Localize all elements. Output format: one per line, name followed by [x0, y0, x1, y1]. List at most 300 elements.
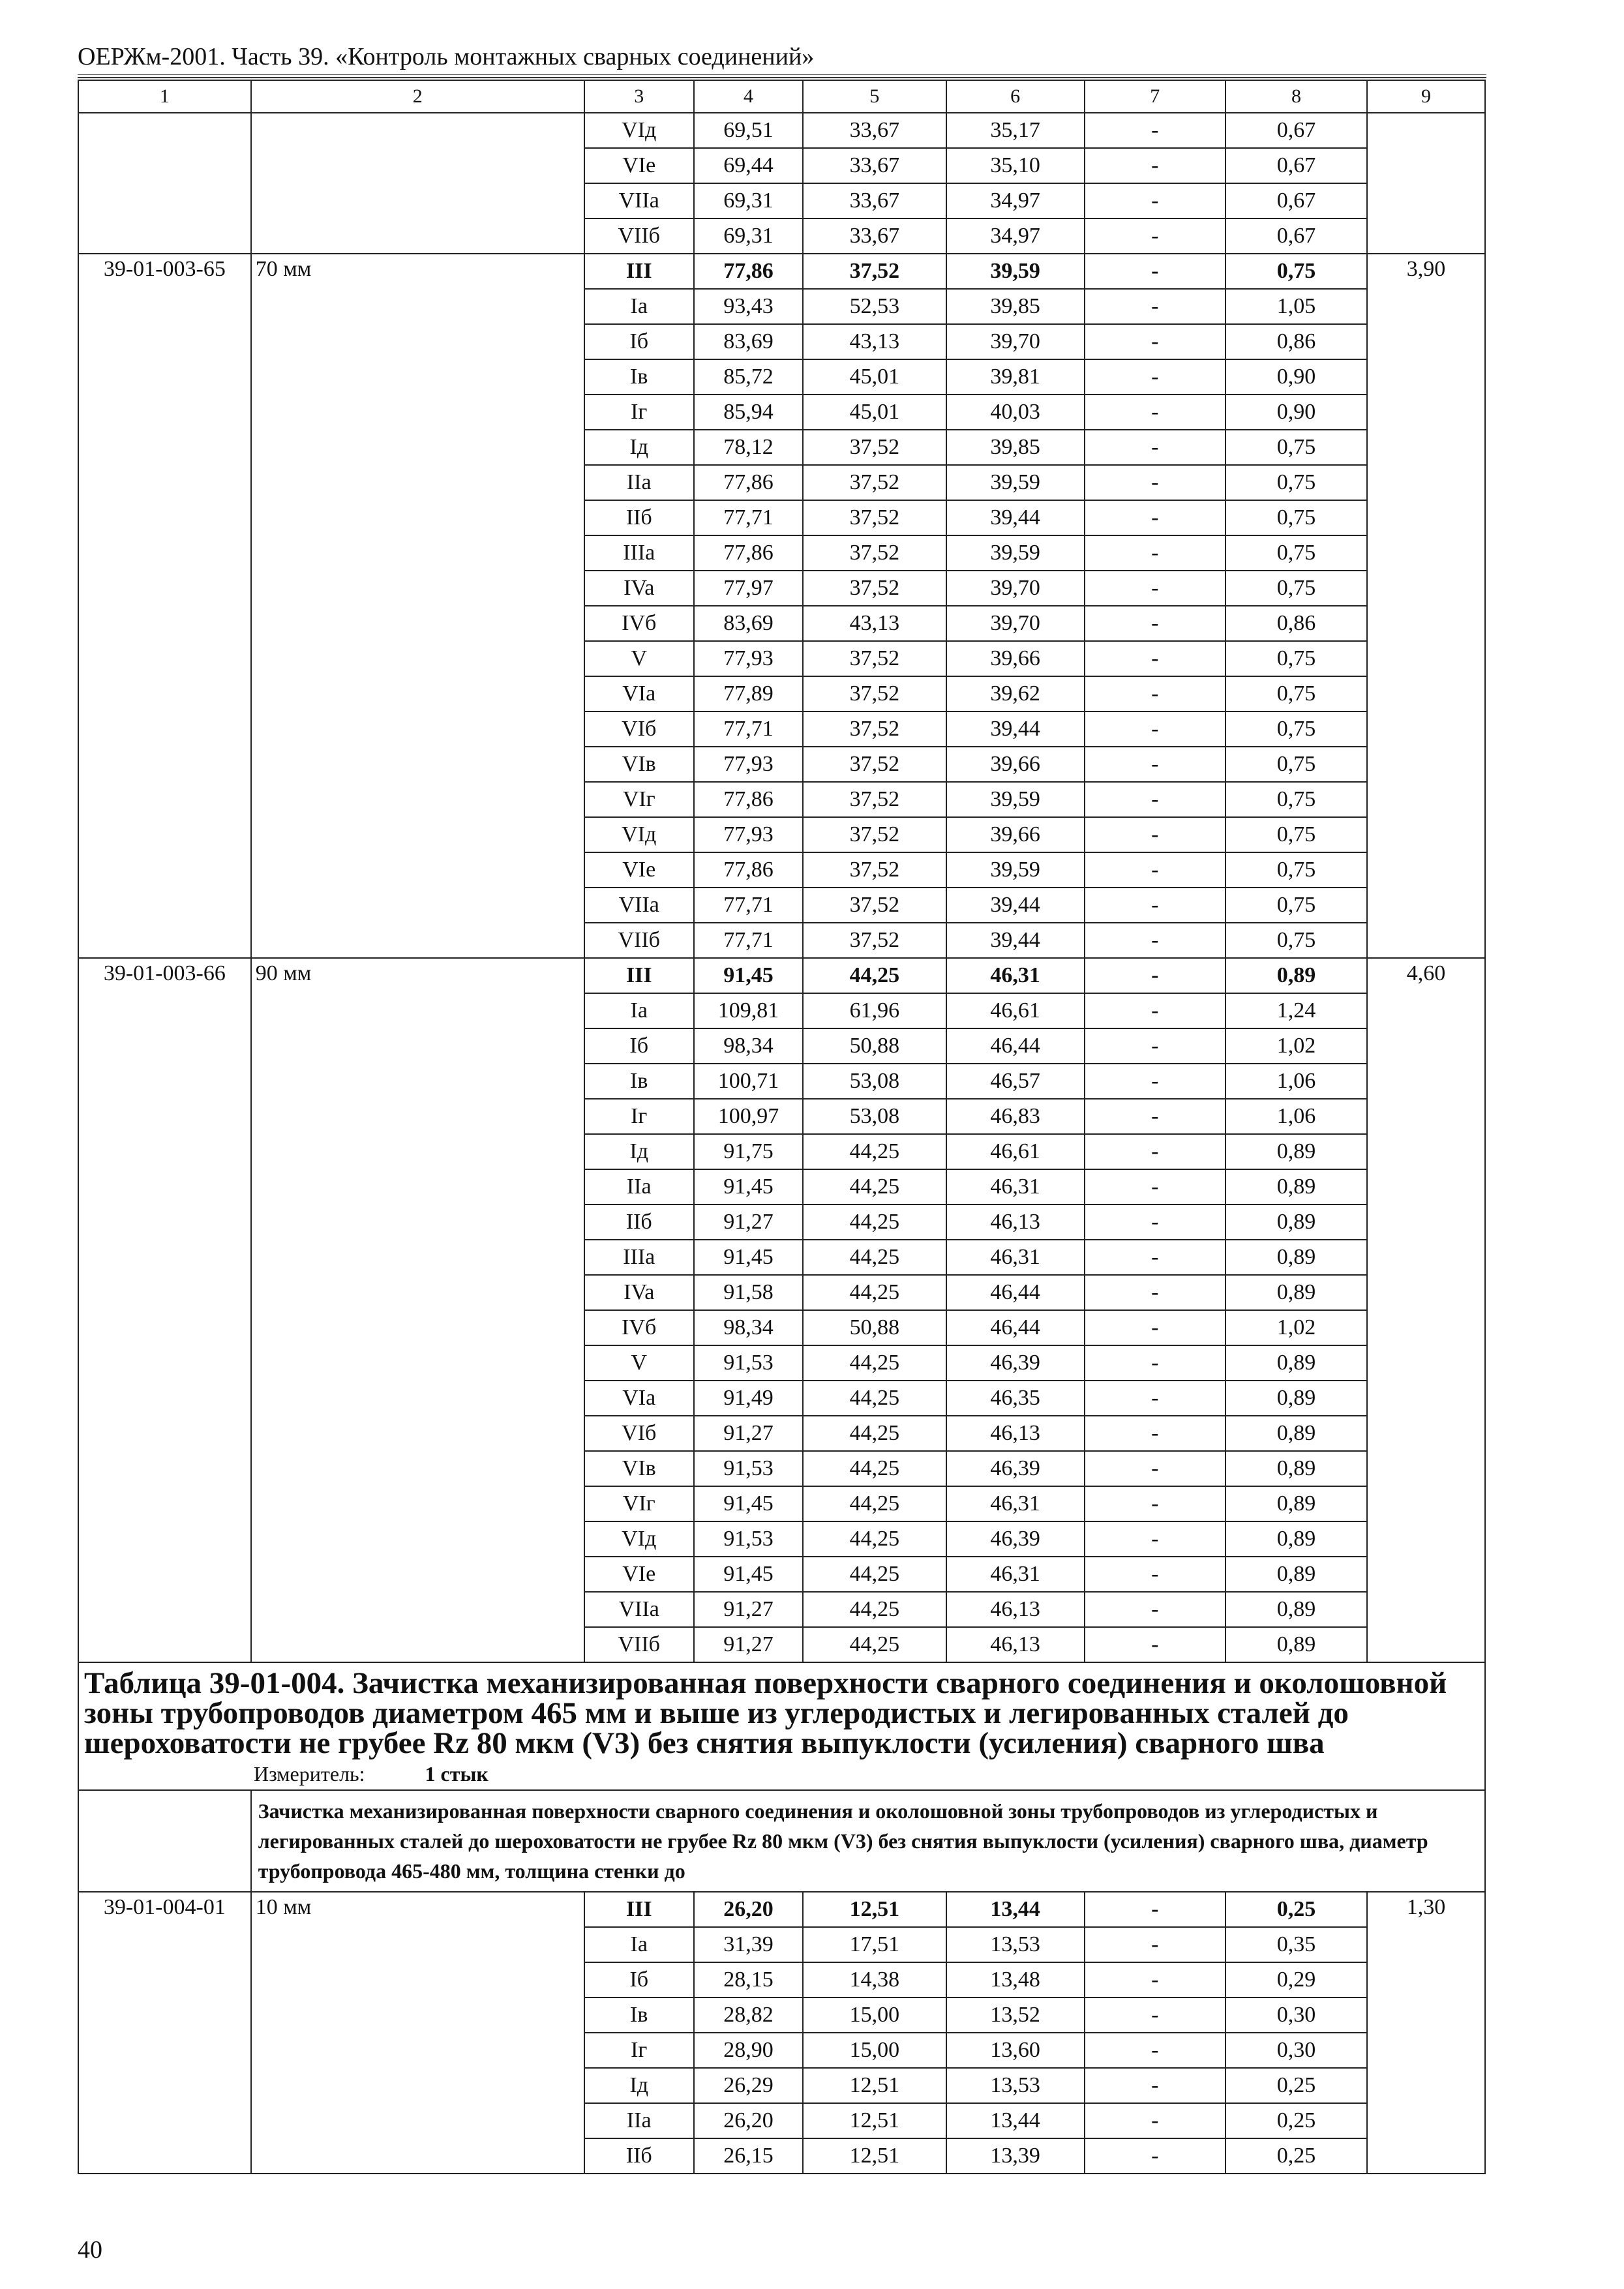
value-cell: 77,93 [694, 747, 804, 782]
value-cell: 39,66 [946, 747, 1085, 782]
column-number: 7 [1085, 80, 1226, 113]
value-cell: - [1085, 1310, 1226, 1345]
value-cell: 77,86 [694, 254, 804, 289]
value-cell: - [1085, 1099, 1226, 1134]
value-cell: 0,86 [1226, 324, 1367, 359]
value-cell: - [1085, 852, 1226, 888]
value-cell: 0,30 [1226, 1997, 1367, 2033]
value-cell: 1,06 [1226, 1099, 1367, 1134]
value-cell: 44,25 [803, 1451, 946, 1486]
value-cell: 0,89 [1226, 1134, 1367, 1169]
table-title-text: Таблица 39-01-004. Зачистка механизированная поверхности сварного соединения и околошовной зоны трубопроводов диаметром 465 мм и выше из углеродистых и легированных сталей до шероховатости не грубее Rz 80 мкм (V3) без снятия выпуклости (усиления) сварного шва [84, 1666, 1447, 1760]
value-cell: - [1085, 500, 1226, 535]
value-cell: - [1085, 1064, 1226, 1099]
value-cell: 0,89 [1226, 1627, 1367, 1662]
value-cell: - [1085, 1134, 1226, 1169]
value-cell: 13,52 [946, 1997, 1085, 2033]
value-cell: 91,75 [694, 1134, 804, 1169]
value-cell: 44,25 [803, 1486, 946, 1521]
value-cell: 50,88 [803, 1310, 946, 1345]
category-cell: Iб [584, 324, 694, 359]
value-cell: 0,25 [1226, 2068, 1367, 2103]
category-cell: Iв [584, 359, 694, 395]
value-cell: - [1085, 1204, 1226, 1240]
value-cell: 35,10 [946, 148, 1085, 183]
value-cell: - [1085, 606, 1226, 641]
value-cell: 46,57 [946, 1064, 1085, 1099]
value-cell: 39,70 [946, 606, 1085, 641]
value-cell: 37,52 [803, 254, 946, 289]
value-cell: 1,02 [1226, 1310, 1367, 1345]
thickness-cell: 90 мм [251, 958, 584, 1662]
value-cell: 91,27 [694, 1592, 804, 1627]
value-cell: - [1085, 395, 1226, 430]
value-cell: 13,48 [946, 1962, 1085, 1997]
value-cell: - [1085, 1240, 1226, 1275]
value-cell: 69,44 [694, 148, 804, 183]
value-cell: 0,75 [1226, 747, 1367, 782]
value-cell: 39,59 [946, 465, 1085, 500]
value-cell: 44,25 [803, 1169, 946, 1204]
value-cell: 77,86 [694, 782, 804, 817]
value-cell: 77,86 [694, 535, 804, 571]
value-cell: - [1085, 465, 1226, 500]
category-cell: III [584, 958, 694, 993]
value-cell: 0,75 [1226, 465, 1367, 500]
value-cell: 39,70 [946, 571, 1085, 606]
value-cell: 0,89 [1226, 1204, 1367, 1240]
category-cell: V [584, 1345, 694, 1381]
value-cell: 46,44 [946, 1028, 1085, 1064]
value-cell: 15,00 [803, 1997, 946, 2033]
value-cell: 78,12 [694, 430, 804, 465]
category-cell: VIa [584, 1381, 694, 1416]
value-cell: 0,67 [1226, 113, 1367, 148]
value-cell: - [1085, 430, 1226, 465]
category-cell: VIб [584, 711, 694, 747]
value-cell: - [1085, 1275, 1226, 1310]
value-cell: 31,39 [694, 1927, 804, 1962]
value-cell: 0,29 [1226, 1962, 1367, 1997]
value-cell: 13,44 [946, 1892, 1085, 1927]
value-cell: 39,59 [946, 852, 1085, 888]
column-number: 2 [251, 80, 584, 113]
value-cell: 39,44 [946, 888, 1085, 923]
value-cell: 33,67 [803, 183, 946, 218]
value-cell: 98,34 [694, 1310, 804, 1345]
value-cell: 93,43 [694, 289, 804, 324]
column-number: 8 [1226, 80, 1367, 113]
value-cell: 91,45 [694, 1557, 804, 1592]
rates-table [78, 80, 1486, 2174]
measure-line [254, 1761, 1477, 1787]
value-cell: 39,85 [946, 430, 1085, 465]
value-cell: 34,97 [946, 218, 1085, 254]
value-cell: 37,52 [803, 923, 946, 958]
column-number: 6 [946, 80, 1085, 113]
value-cell: - [1085, 711, 1226, 747]
category-cell: III [584, 1892, 694, 1927]
value-cell: 44,25 [803, 1275, 946, 1310]
value-cell: 52,53 [803, 289, 946, 324]
value-cell: - [1085, 571, 1226, 606]
value-cell: - [1085, 923, 1226, 958]
value-cell: 69,31 [694, 218, 804, 254]
code-cell: 39-01-003-66 [78, 958, 251, 1662]
value-cell: - [1085, 148, 1226, 183]
rate-cell: 4,60 [1367, 958, 1485, 1662]
value-cell: - [1085, 1962, 1226, 1997]
value-cell: 39,59 [946, 535, 1085, 571]
value-cell: 37,52 [803, 465, 946, 500]
value-cell: 44,25 [803, 1521, 946, 1557]
category-cell: IIб [584, 2138, 694, 2174]
value-cell: 77,71 [694, 923, 804, 958]
category-cell: IVa [584, 571, 694, 606]
value-cell: - [1085, 218, 1226, 254]
value-cell: - [1085, 1927, 1226, 1962]
value-cell: 69,31 [694, 183, 804, 218]
value-cell: 39,81 [946, 359, 1085, 395]
value-cell: 12,51 [803, 1892, 946, 1927]
category-cell: V [584, 641, 694, 676]
category-cell: VIe [584, 148, 694, 183]
value-cell: 44,25 [803, 958, 946, 993]
value-cell: 0,75 [1226, 782, 1367, 817]
value-cell: 37,52 [803, 535, 946, 571]
value-cell: 77,71 [694, 711, 804, 747]
category-cell: Ia [584, 993, 694, 1028]
category-cell: Iд [584, 430, 694, 465]
value-cell: 77,71 [694, 888, 804, 923]
value-cell: - [1085, 1892, 1226, 1927]
category-cell: Iб [584, 1962, 694, 1997]
value-cell: 26,20 [694, 2103, 804, 2138]
value-cell: - [1085, 359, 1226, 395]
value-cell: 77,86 [694, 465, 804, 500]
value-cell: 39,62 [946, 676, 1085, 711]
value-cell: - [1085, 1997, 1226, 2033]
category-cell: VIв [584, 1451, 694, 1486]
value-cell: 44,25 [803, 1557, 946, 1592]
column-number-row [78, 80, 1485, 113]
value-cell: 0,75 [1226, 641, 1367, 676]
category-cell: IVa [584, 1275, 694, 1310]
category-cell: IIIa [584, 1240, 694, 1275]
value-cell: 0,89 [1226, 958, 1367, 993]
value-cell: 0,89 [1226, 1169, 1367, 1204]
value-cell: 0,90 [1226, 395, 1367, 430]
value-cell: 17,51 [803, 1927, 946, 1962]
rate-cell: 1,30 [1367, 1892, 1485, 2174]
value-cell: 44,25 [803, 1416, 946, 1451]
value-cell: - [1085, 958, 1226, 993]
value-cell: 39,66 [946, 641, 1085, 676]
value-cell: 0,89 [1226, 1592, 1367, 1627]
value-cell: 77,97 [694, 571, 804, 606]
category-cell: IIIa [584, 535, 694, 571]
thickness-cell: 70 мм [251, 254, 584, 958]
value-cell: 39,66 [946, 817, 1085, 852]
value-cell: 0,86 [1226, 606, 1367, 641]
value-cell: 34,97 [946, 183, 1085, 218]
value-cell: 91,45 [694, 1240, 804, 1275]
value-cell: 13,39 [946, 2138, 1085, 2174]
value-cell: 91,53 [694, 1451, 804, 1486]
column-number: 5 [803, 80, 946, 113]
value-cell: 0,30 [1226, 2033, 1367, 2068]
code-cell: 39-01-003-65 [78, 254, 251, 958]
category-cell: VIд [584, 1521, 694, 1557]
value-cell: 91,53 [694, 1521, 804, 1557]
value-cell: 91,53 [694, 1345, 804, 1381]
category-cell: IIб [584, 1204, 694, 1240]
value-cell: 12,51 [803, 2103, 946, 2138]
table-row [78, 254, 1485, 289]
value-cell: 61,96 [803, 993, 946, 1028]
value-cell: 91,45 [694, 958, 804, 993]
value-cell: - [1085, 993, 1226, 1028]
value-cell: 44,25 [803, 1627, 946, 1662]
value-cell: 0,89 [1226, 1345, 1367, 1381]
value-cell: 37,52 [803, 641, 946, 676]
value-cell: 0,89 [1226, 1381, 1367, 1416]
work-description: Зачистка механизированная поверхности сварного соединения и околошовной зоны трубопроводов из углеродистых и легированных сталей до шероховатости не грубее Rz 80 мкм (V3) без снятия выпуклости (усиления) сварного шва, диаметр трубопровода 465-480 мм, толщина стенки до [251, 1790, 1485, 1892]
page-number: 40 [78, 2236, 102, 2264]
value-cell: 0,89 [1226, 1451, 1367, 1486]
value-cell: - [1085, 1521, 1226, 1557]
value-cell: 91,58 [694, 1275, 804, 1310]
value-cell: 44,25 [803, 1381, 946, 1416]
category-cell: Iв [584, 1064, 694, 1099]
table-row [78, 1892, 1485, 1927]
value-cell: 39,44 [946, 500, 1085, 535]
value-cell: 77,86 [694, 852, 804, 888]
value-cell: 13,53 [946, 2068, 1085, 2103]
value-cell: - [1085, 1169, 1226, 1204]
value-cell: 1,06 [1226, 1064, 1367, 1099]
value-cell: - [1085, 1592, 1226, 1627]
value-cell: 98,34 [694, 1028, 804, 1064]
value-cell: 46,13 [946, 1204, 1085, 1240]
category-cell: VIIб [584, 1627, 694, 1662]
header-rule [78, 74, 1486, 75]
value-cell: - [1085, 1345, 1226, 1381]
value-cell: 1,05 [1226, 289, 1367, 324]
value-cell: 0,90 [1226, 359, 1367, 395]
value-cell: 46,13 [946, 1627, 1085, 1662]
value-cell: 46,61 [946, 1134, 1085, 1169]
value-cell: - [1085, 535, 1226, 571]
category-cell: VIб [584, 1416, 694, 1451]
value-cell: 91,27 [694, 1416, 804, 1451]
category-cell: Iд [584, 1134, 694, 1169]
value-cell: 91,27 [694, 1627, 804, 1662]
value-cell: 46,13 [946, 1592, 1085, 1627]
category-cell: IIa [584, 2103, 694, 2138]
value-cell: - [1085, 1028, 1226, 1064]
category-cell: VIIб [584, 923, 694, 958]
value-cell: 100,71 [694, 1064, 804, 1099]
measure-value: 1 стык [425, 1762, 489, 1786]
value-cell: 46,39 [946, 1521, 1085, 1557]
value-cell: - [1085, 782, 1226, 817]
value-cell: 77,93 [694, 641, 804, 676]
value-cell: 46,35 [946, 1381, 1085, 1416]
value-cell: - [1085, 183, 1226, 218]
value-cell: 37,52 [803, 676, 946, 711]
value-cell: 14,38 [803, 1962, 946, 1997]
value-cell: 91,49 [694, 1381, 804, 1416]
value-cell: 53,08 [803, 1099, 946, 1134]
value-cell: 50,88 [803, 1028, 946, 1064]
category-cell: IVб [584, 606, 694, 641]
value-cell: 46,39 [946, 1451, 1085, 1486]
value-cell: 33,67 [803, 148, 946, 183]
value-cell: 77,93 [694, 817, 804, 852]
value-cell: - [1085, 289, 1226, 324]
page-header: ОЕРЖм-2001. Часть 39. «Контроль монтажных сварных соединений» [78, 38, 1486, 78]
value-cell: 35,17 [946, 113, 1085, 148]
value-cell: 53,08 [803, 1064, 946, 1099]
value-cell: 26,29 [694, 2068, 804, 2103]
value-cell: 77,89 [694, 676, 804, 711]
rate-cell: 3,90 [1367, 254, 1485, 958]
code-cell: 39-01-004-01 [78, 1892, 251, 2174]
value-cell: 37,52 [803, 747, 946, 782]
category-cell: Iб [584, 1028, 694, 1064]
value-cell: 28,15 [694, 1962, 804, 1997]
category-cell: Iг [584, 1099, 694, 1134]
value-cell: 109,81 [694, 993, 804, 1028]
value-cell: - [1085, 1416, 1226, 1451]
code-cell [78, 113, 251, 254]
value-cell: 91,27 [694, 1204, 804, 1240]
value-cell: 37,52 [803, 571, 946, 606]
value-cell: 15,00 [803, 2033, 946, 2068]
value-cell: 13,44 [946, 2103, 1085, 2138]
value-cell: 13,60 [946, 2033, 1085, 2068]
category-cell: Ia [584, 1927, 694, 1962]
measure-label: Измеритель: [254, 1762, 365, 1786]
value-cell: - [1085, 1486, 1226, 1521]
value-cell: 39,85 [946, 289, 1085, 324]
value-cell: 28,90 [694, 2033, 804, 2068]
value-cell: 43,13 [803, 606, 946, 641]
value-cell: 83,69 [694, 606, 804, 641]
category-cell: IIa [584, 1169, 694, 1204]
value-cell: 46,13 [946, 1416, 1085, 1451]
value-cell: - [1085, 888, 1226, 923]
value-cell: - [1085, 2103, 1226, 2138]
thickness-cell [251, 113, 584, 254]
column-number: 9 [1367, 80, 1485, 113]
category-cell: VIг [584, 782, 694, 817]
table-title-row [78, 1662, 1485, 1790]
category-cell: VIa [584, 676, 694, 711]
category-cell: VIIб [584, 218, 694, 254]
value-cell: 46,83 [946, 1099, 1085, 1134]
value-cell: 0,75 [1226, 254, 1367, 289]
value-cell: 44,25 [803, 1345, 946, 1381]
value-cell: 0,67 [1226, 218, 1367, 254]
value-cell: 37,52 [803, 852, 946, 888]
value-cell: 37,52 [803, 430, 946, 465]
value-cell: 0,75 [1226, 852, 1367, 888]
table-row [78, 113, 1485, 148]
value-cell: 85,94 [694, 395, 804, 430]
category-cell: VIг [584, 1486, 694, 1521]
description-row [78, 1790, 1485, 1892]
value-cell: - [1085, 1557, 1226, 1592]
value-cell: 46,31 [946, 1240, 1085, 1275]
value-cell: 46,44 [946, 1275, 1085, 1310]
category-cell: Iд [584, 2068, 694, 2103]
value-cell: 0,75 [1226, 676, 1367, 711]
value-cell: - [1085, 1451, 1226, 1486]
value-cell: - [1085, 2068, 1226, 2103]
value-cell: 37,52 [803, 782, 946, 817]
value-cell: 46,39 [946, 1345, 1085, 1381]
value-cell: - [1085, 1627, 1226, 1662]
value-cell: 0,25 [1226, 2138, 1367, 2174]
category-cell: VIIa [584, 888, 694, 923]
value-cell: 0,75 [1226, 571, 1367, 606]
value-cell: 26,20 [694, 1892, 804, 1927]
column-number: 1 [78, 80, 251, 113]
value-cell: - [1085, 324, 1226, 359]
value-cell: 12,51 [803, 2068, 946, 2103]
value-cell: 46,44 [946, 1310, 1085, 1345]
value-cell: - [1085, 113, 1226, 148]
value-cell: 0,89 [1226, 1240, 1367, 1275]
value-cell: 40,03 [946, 395, 1085, 430]
value-cell: 0,75 [1226, 923, 1367, 958]
value-cell: 39,70 [946, 324, 1085, 359]
value-cell: - [1085, 2033, 1226, 2068]
value-cell: 28,82 [694, 1997, 804, 2033]
value-cell: 0,89 [1226, 1416, 1367, 1451]
table-title [78, 1662, 1485, 1790]
category-cell: VIe [584, 1557, 694, 1592]
value-cell: 37,52 [803, 500, 946, 535]
value-cell: 0,35 [1226, 1927, 1367, 1962]
category-cell: Iв [584, 1997, 694, 2033]
rate-cell [1367, 113, 1485, 254]
value-cell: 91,45 [694, 1169, 804, 1204]
value-cell: 0,75 [1226, 817, 1367, 852]
thickness-cell: 10 мм [251, 1892, 584, 2174]
category-cell: III [584, 254, 694, 289]
value-cell: 33,67 [803, 113, 946, 148]
value-cell: 33,67 [803, 218, 946, 254]
value-cell: 85,72 [694, 359, 804, 395]
category-cell: VIIa [584, 1592, 694, 1627]
category-cell: Iг [584, 395, 694, 430]
category-cell: VIд [584, 113, 694, 148]
value-cell: 44,25 [803, 1592, 946, 1627]
value-cell: 0,67 [1226, 148, 1367, 183]
description-code-cell [78, 1790, 251, 1892]
value-cell: 1,24 [1226, 993, 1367, 1028]
category-cell: IIб [584, 500, 694, 535]
value-cell: 46,61 [946, 993, 1085, 1028]
value-cell: 45,01 [803, 359, 946, 395]
value-cell: 39,59 [946, 254, 1085, 289]
value-cell: 43,13 [803, 324, 946, 359]
category-cell: VIe [584, 852, 694, 888]
value-cell: - [1085, 641, 1226, 676]
